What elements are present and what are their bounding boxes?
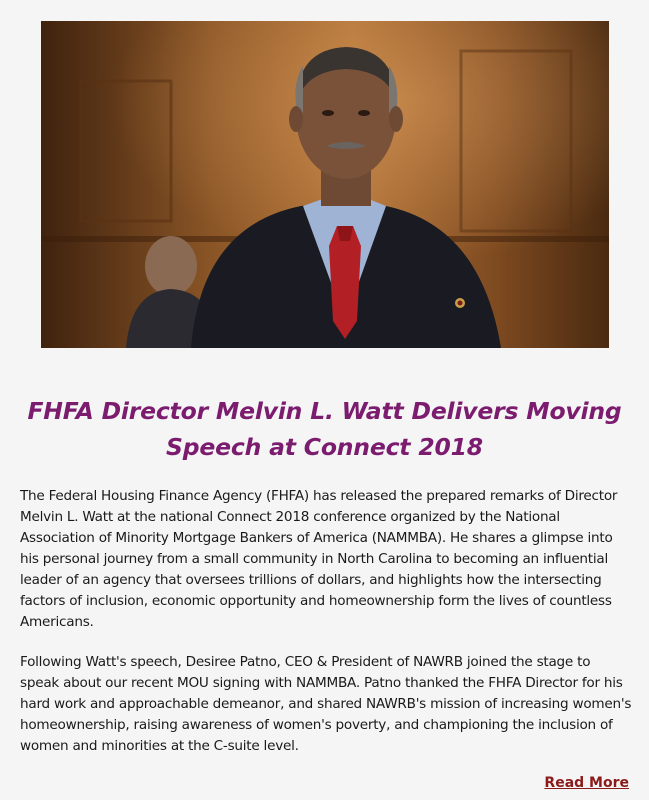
article-photo	[41, 21, 609, 348]
article-paragraph-2: Following Watt's speech, Desiree Patno, CEO & President of NAWRB joined the stage to speak about our recent MOU signing with NAMMBA. Patno thanked the FHFA Director for his hard work and approachable demeanor, and shared NAWRB's mission of increasing women's homeownership, raising awareness of women's poverty, and championing the inclusion of women and minorities at the C-suite level.	[20, 654, 632, 754]
article-paragraph-1: The Federal Housing Finance Agency (FHFA) has released the prepared remarks of Director Melvin L. Watt at the national Connect 2018 conference organized by the National Association of Minority Mortgage Bankers of America (NAMMBA). He shares a glimpse into his personal journey from a small community in North Carolina to becoming an influential leader of an agency that oversees trillions of dollars, and highlights how the intersecting factors of inclusion, economic opportunity and homeownership form the lives of countless Americans.	[20, 488, 618, 630]
read-more-link[interactable]: Read More	[544, 775, 629, 791]
article-headline: FHFA Director Melvin L. Watt Delivers Moving Speech at Connect 2018	[27, 397, 622, 461]
